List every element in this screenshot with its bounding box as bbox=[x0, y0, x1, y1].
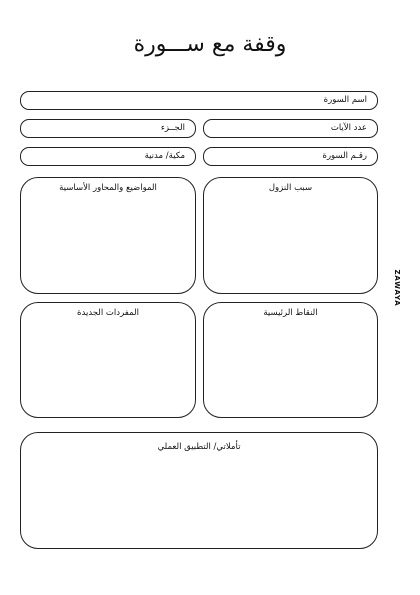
main-points-heading: النقاط الرئيسية bbox=[263, 308, 318, 318]
reflections-box[interactable] bbox=[20, 432, 378, 549]
revelation-reason-heading: سبب النزول bbox=[268, 183, 313, 193]
page-title: وقفة مع ســـورة bbox=[133, 32, 287, 57]
surah-name-field[interactable] bbox=[20, 91, 378, 110]
juz-label: الجــزء bbox=[160, 123, 185, 133]
brand-logo bbox=[388, 268, 406, 308]
themes-box[interactable] bbox=[20, 177, 196, 294]
new-words-box[interactable] bbox=[20, 302, 196, 418]
revelation-reason-box[interactable] bbox=[203, 177, 378, 294]
surah-number-field[interactable] bbox=[203, 147, 378, 166]
ayat-count-field[interactable] bbox=[203, 119, 378, 138]
makki-madani-field[interactable] bbox=[20, 147, 196, 166]
makki-madani-label: مكية/ مدنية bbox=[144, 151, 185, 161]
main-points-box[interactable] bbox=[203, 302, 378, 418]
surah-number-label: رقـم السورة bbox=[322, 151, 367, 161]
themes-heading: المواضيع والمحاور الأساسية bbox=[59, 183, 157, 193]
juz-field[interactable] bbox=[20, 119, 196, 138]
brand-text: ZAWAYA bbox=[393, 269, 401, 307]
reflections-heading: تأملاتي/ التطبيق العملي bbox=[157, 442, 241, 452]
ayat-count-label: عدد الآيات bbox=[330, 123, 367, 133]
new-words-heading: المفردات الجديدة bbox=[77, 308, 139, 318]
surah-name-label: اسم السورة bbox=[323, 95, 367, 105]
